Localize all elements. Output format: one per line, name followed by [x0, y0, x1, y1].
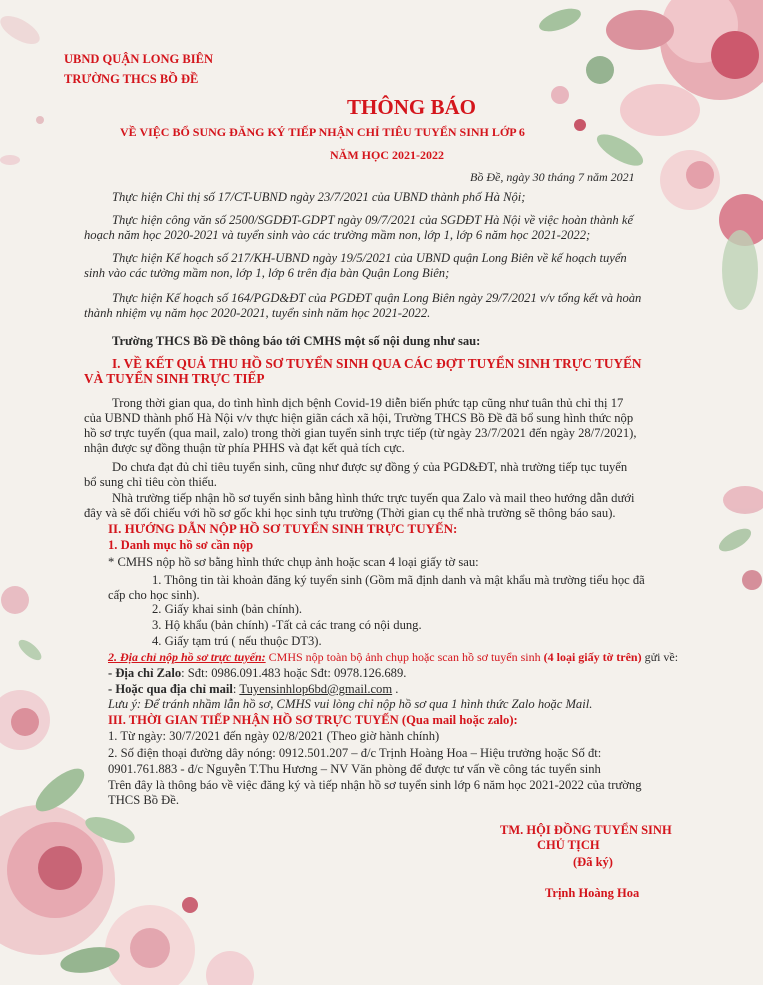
closing-statement: Trên đây là thông báo về việc đăng ký và tiếp nhận hồ sơ tuyển sinh lớp 6 năm học 2021-2022 của trường THCS Bồ Đề. — [108, 778, 642, 807]
mail-label: - Hoặc qua địa chỉ mail — [108, 682, 233, 696]
zalo-label: - Địa chỉ Zalo — [108, 666, 182, 680]
signature-chair: CHỦ TỊCH — [537, 838, 600, 852]
submission-address-end: gửi về: — [641, 650, 679, 664]
zalo-numbers: : Sđt: 0986.091.483 hoặc Sđt: 0978.126.689. — [181, 666, 407, 680]
submission-address-label: 2. Địa chỉ nộp hồ sơ trực tuyến: — [108, 650, 266, 664]
document-item-2: 2. Giấy khai sinh (bản chính). — [152, 602, 303, 616]
mail-end: . — [392, 682, 399, 696]
reception-period: 1. Từ ngày: 30/7/2021 đến ngày 02/8/2021 (Theo giờ hành chính) — [108, 729, 440, 743]
preamble-4: Thực hiện Kế hoạch số 164/PGD&ĐT của PGDĐT quận Long Biên ngày 29/7/2021 v/v tổng kết và hoàn thành nhiệm vụ năm học 2020-2021, tuyển sinh năm học 2021-2022. — [84, 291, 642, 320]
preamble-2: Thực hiện công văn số 2500/SGDĐT-GDPT ngày 09/7/2021 của SGDĐT Hà Nội về việc hoàn thành kế hoạch năm học 2020-2021 và tuyển sinh vào các trường mầm non, lớp 1, lớp 6 năm học 2021-2022; — [84, 213, 634, 242]
signature-council: TM. HỘI ĐỒNG TUYỂN SINH — [500, 823, 672, 837]
preamble-3: Thực hiện Kế hoạch số 217/KH-UBND ngày 19/5/2021 của UBND quận Long Biên về kế hoạch tuyển sinh vào các tường mầm non, lớp 1, lớp 6 trên địa bàn Quận Long Biên; — [84, 251, 627, 280]
section1-paragraph-1: Trong thời gian qua, do tình hình dịch bệnh Covid-19 diễn biến phức tạp cũng như tuân thủ chỉ thị 17 của UBND thành phố Hà Nội v/v thực hiện giãn cách xã hội, Trường THCS Bồ Đề đã bổ sung hình thức nộp hồ sơ trực tuyến (qua mail, zalo) trong thời gian tuyển sinh trực tiếp (từ ngày 23/7/2021 đến ngày 28/7/2021), nhận được sự đồng thuận từ phía PHHS và đạt kết quả tích cực. — [84, 396, 637, 455]
section2-sub1: 1. Danh mục hồ sơ cần nộp — [108, 538, 254, 552]
org-school: TRƯỜNG THCS BỒ ĐỀ — [64, 72, 199, 86]
section1-paragraph-3: Nhà trường tiếp nhận hồ sơ tuyển sinh bằng hình thức trực tuyến qua Zalo và mail theo hướng dẫn dưới đây và sẽ đối chiếu với hồ sơ gốc khi học sinh tựu trường (Thời gian cụ thể nhà trường sẽ thông báo sau). — [84, 491, 635, 520]
notice-title: THÔNG BÁO — [347, 95, 476, 119]
submission-address-line — [108, 650, 678, 665]
hotline-line-2: 0901.761.883 - đ/c Nguyễn T.Thu Hương – NV Văn phòng để được tư vấn về công tác tuyển sinh — [108, 762, 601, 776]
document-item-4: 4. Giấy tạm trú ( nếu thuộc DT3). — [152, 634, 322, 648]
section2-heading: II. HƯỚNG DẪN NỘP HỒ SƠ TUYỂN SINH TRỰC TUYẾN: — [108, 521, 458, 536]
documents-intro: * CMHS nộp hồ sơ bằng hình thức chụp ảnh hoặc scan 4 loại giấy tờ sau: — [108, 555, 479, 569]
signature-signed: (Đã ký) — [573, 855, 613, 869]
submission-address-bold: (4 loại giấy tờ trên) — [543, 650, 642, 664]
notice-subtitle: VỀ VIỆC BỔ SUNG ĐĂNG KÝ TIẾP NHẬN CHỈ TIÊU TUYỂN SINH LỚP 6 — [120, 125, 525, 139]
signature-name: Trịnh Hoàng Hoa — [545, 886, 640, 900]
mail-line — [108, 682, 398, 697]
document-item-1: 1. Thông tin tài khoản đăng ký tuyển sinh (Gồm mã định danh và mật khẩu mà trường tiểu học đã cấp cho học sinh). — [108, 573, 645, 602]
mail-separator: : — [232, 682, 240, 696]
section1-heading: I. VỀ KẾT QUẢ THU HỒ SƠ TUYỂN SINH QUA CÁC ĐỢT TUYỂN SINH TRỰC TUYẾN VÀ TUYỂN SINH TRỰC TIẾP — [84, 356, 642, 386]
submission-address-text: CMHS nộp toàn bộ ảnh chụp hoặc scan hồ sơ tuyển sinh — [265, 650, 544, 664]
school-year: NĂM HỌC 2021-2022 — [330, 148, 444, 162]
section1-paragraph-2: Do chưa đạt đủ chỉ tiêu tuyển sinh, cũng như được sự đồng ý của PGD&ĐT, nhà trường tiếp tục tuyển bổ sung chỉ tiêu còn thiếu. — [84, 460, 628, 489]
org-district: UBND QUẬN LONG BIÊN — [64, 52, 213, 66]
intro-line: Trường THCS Bồ Đề thông báo tới CMHS một số nội dung như sau: — [112, 334, 481, 348]
preamble-1: Thực hiện Chỉ thị số 17/CT-UBND ngày 23/7/2021 của UBND thành phố Hà Nội; — [112, 190, 526, 204]
hotline-line-1: 2. Số điện thoại đường dây nóng: 0912.501.207 – đ/c Trịnh Hoàng Hoa – Hiệu trưởng hoặc Số đt: — [108, 746, 602, 760]
section3-heading: III. THỜI GIAN TIẾP NHẬN HỒ SƠ TRỰC TUYẾN (Qua mail hoặc zalo): — [108, 713, 518, 727]
zalo-line — [108, 666, 406, 681]
mail-address-link[interactable]: Tuyensinhlop6bd@gmail.com — [239, 682, 393, 696]
issue-date: Bồ Đề, ngày 30 tháng 7 năm 2021 — [470, 170, 635, 184]
document-item-3: 3. Hộ khẩu (bản chính) -Tất cả các trang có nội dung. — [152, 618, 422, 632]
submission-note: Lưu ý: Để tránh nhầm lẫn hồ sơ, CMHS vui lòng chỉ nộp hồ sơ qua 1 hình thức Zalo hoặc Mail. — [108, 697, 593, 711]
